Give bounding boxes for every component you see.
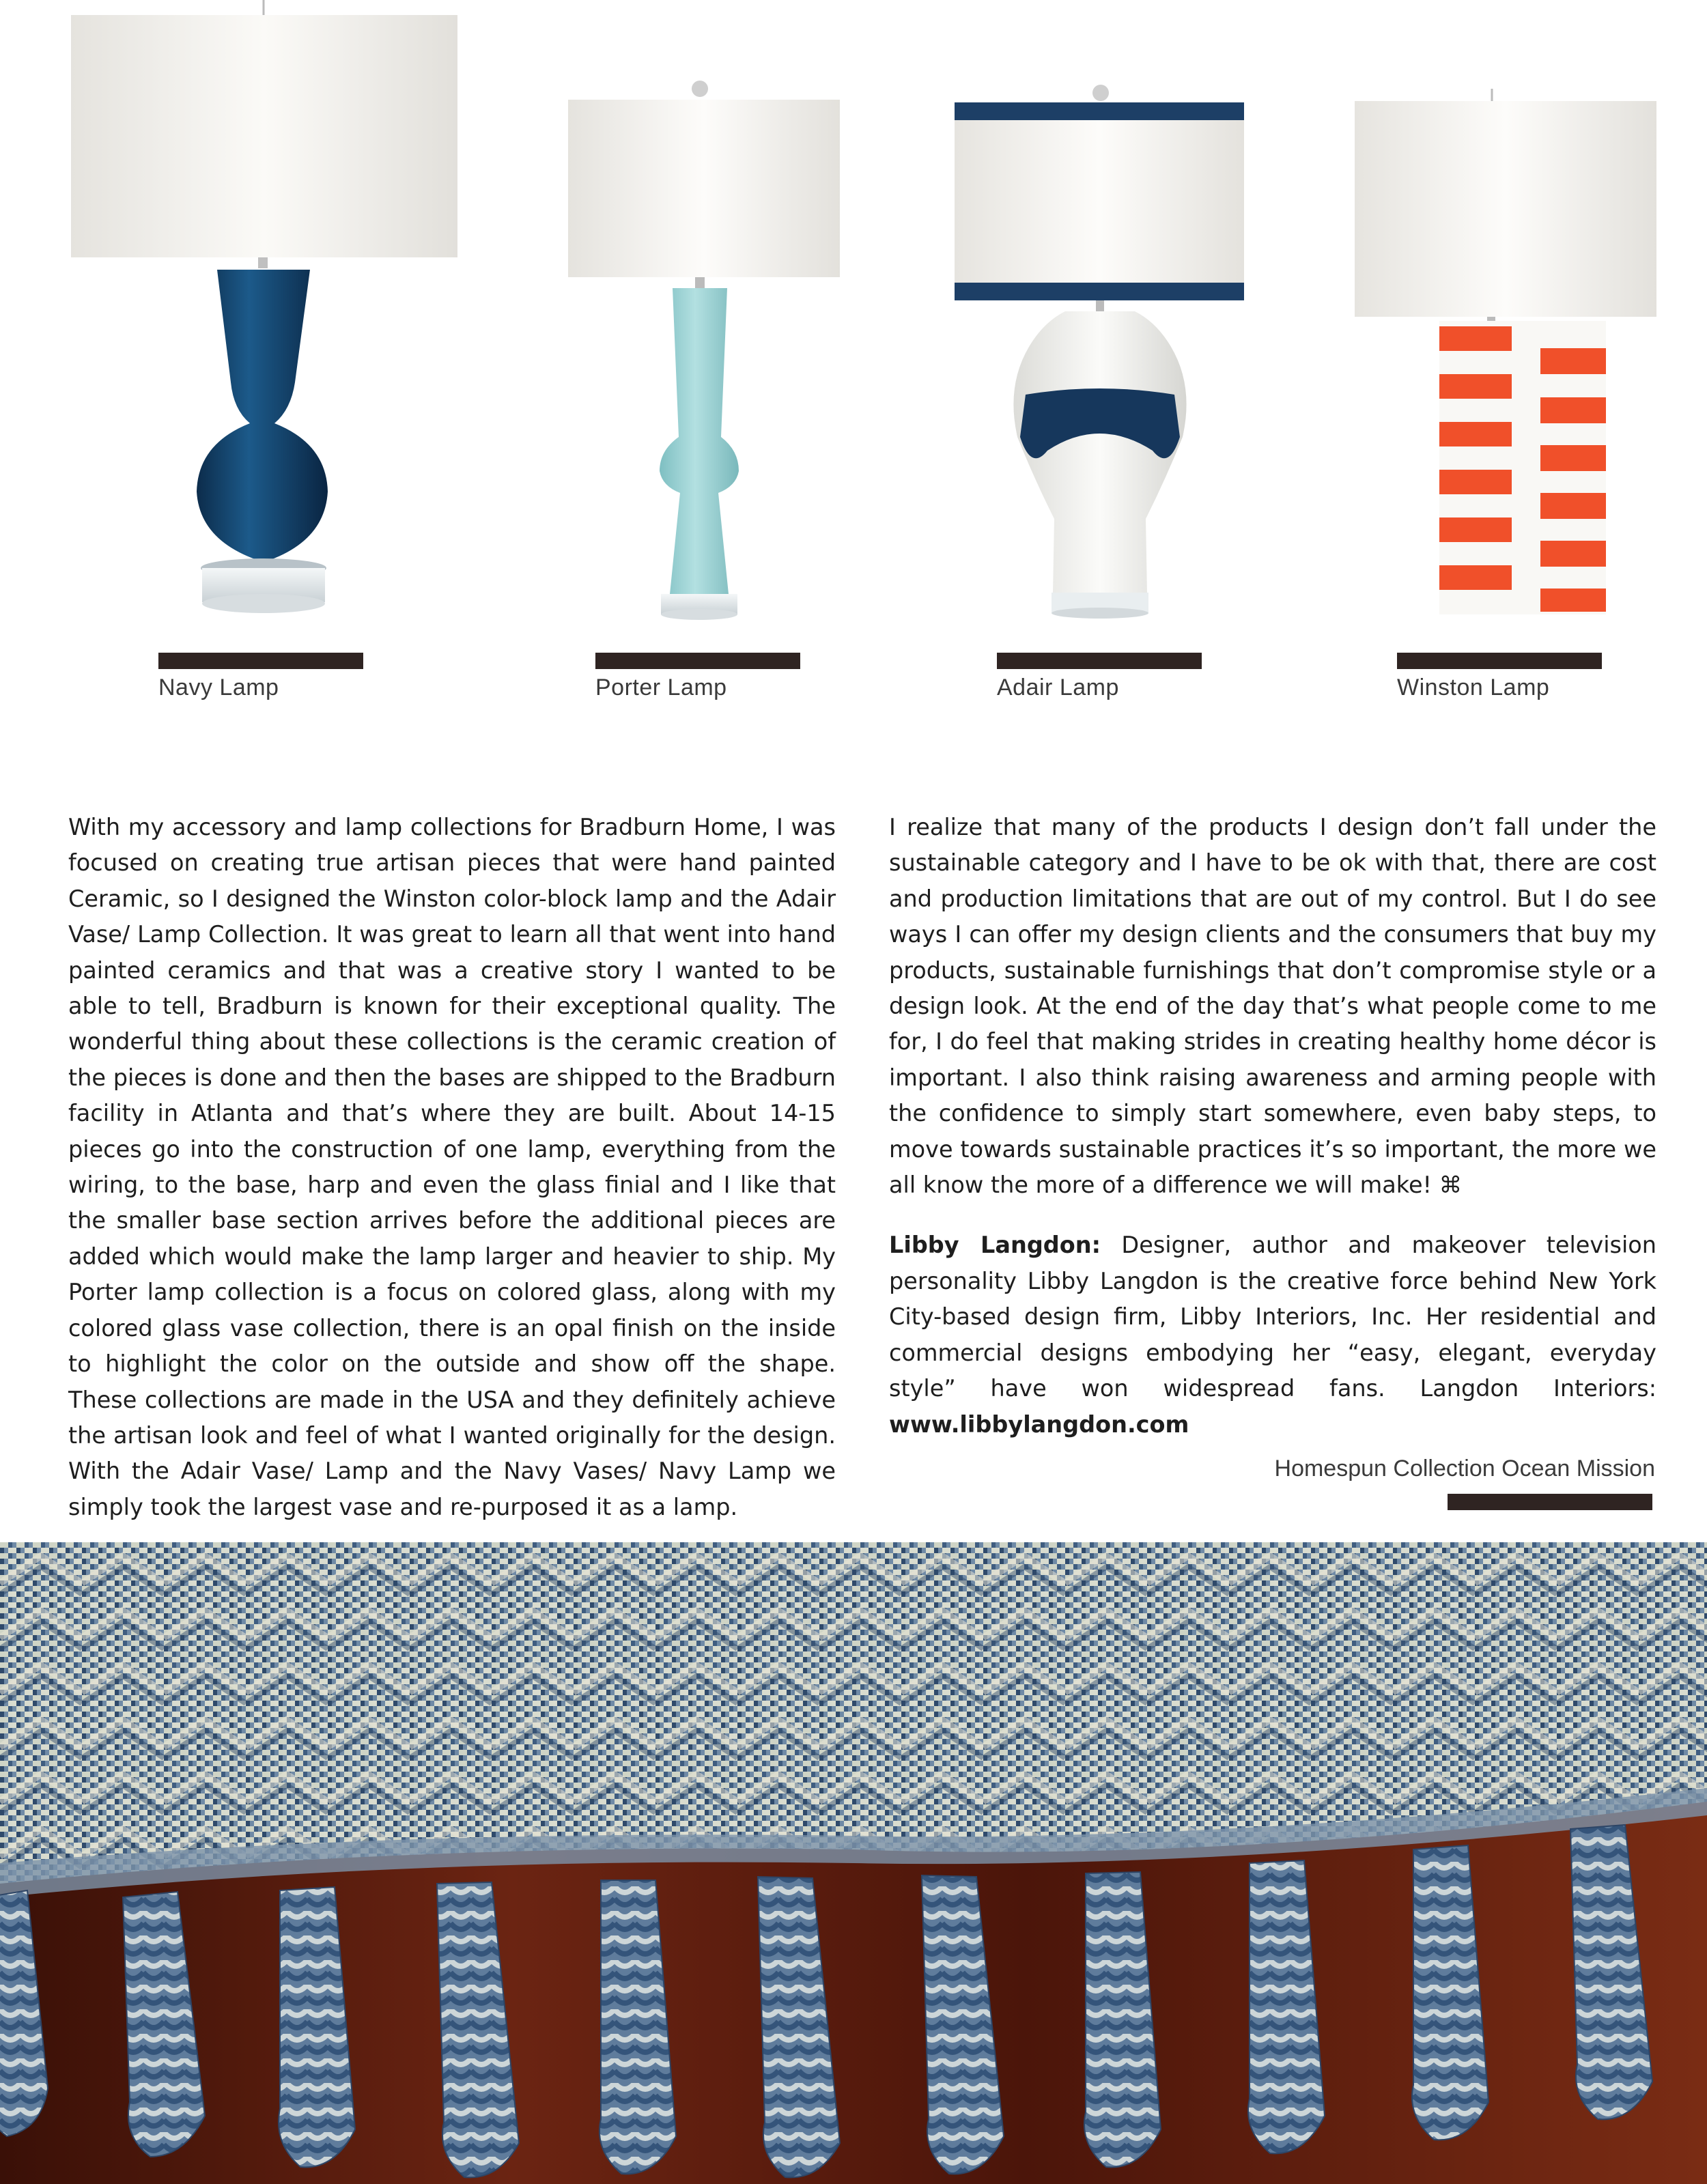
rug-caption: Homespun Collection Ocean Mission <box>1274 1456 1655 1481</box>
author-website-link[interactable]: www.libbylangdon.com <box>889 1410 1189 1438</box>
adair-lamp-caption: Adair Lamp <box>997 675 1119 700</box>
article-right-column <box>889 810 1656 1467</box>
adair-lamp-image <box>949 0 1250 628</box>
porter-lamp-caption: Porter Lamp <box>595 675 727 700</box>
article-right-paragraph: I realize that many of the products I design don’t fall under the sustainable category and I have to be ok with that, there are cost and production limitations that are out of my control. But I do see ways I can offer my design clients and the consumers that buy my products, sustainable furnishings that don’t compromise style or a design look. At the end of the day that’s what people come to me for, I do feel that making strides in creating healthy home décor is important. I also think raising awareness and arming people with the confidence to simply start somewhere, even baby steps, to move towards sustainable practices it’s so important, the more we all know the more of a difference we will make! ⌘ <box>889 814 1656 1199</box>
author-bio-name: Libby Langdon: <box>889 1232 1101 1259</box>
author-bio-text: Designer, author and makeover television personality Libby Langdon is the creative force behind New York City-based design firm, Libby Interiors, Inc. Her residential and commercial designs embodying her “easy, elegant, everyday style” have won widespread fans. Langdon Interiors: <box>889 1232 1657 1402</box>
winston-lamp-image <box>1352 0 1659 628</box>
rug-caption-bar <box>1448 1494 1652 1510</box>
article-left-column <box>68 810 836 1550</box>
navy-lamp-caption: Navy Lamp <box>158 675 279 700</box>
winston-lamp-caption: Winston Lamp <box>1397 675 1550 700</box>
winston-lamp-caption-bar <box>1397 653 1602 669</box>
article-left-paragraph: With my accessory and lamp collections for Bradburn Home, I was focused on creating true artisan pieces that were hand painted Ceramic, so I designed the Winston color-block lamp and the Adair Vase/ Lamp Collection. It was great to learn all that went into hand painted ceramics and that was a creative story I wanted to be able to tell, Bradburn is known for their exceptional quality. The wonderful thing about these collections is the ceramic creation of the pieces is done and then the bases are shipped to the Bradburn facility in Atlanta and that’s where they are built. About 14-15 pieces go into the construction of one lamp, everything from the wiring, to the base, harp and even the glass finial and I like that the smaller base section arrives before the additional pieces are added which would make the lamp larger and heavier to ship. My Porter lamp collection is a focus on colored glass, along with my colored glass vase collection, there is an opal finish on the inside to highlight the color on the outside and show off the shape. These collections are made in the USA and they definitely achieve the artisan look and feel of what I wanted originally for the design. With the Adair Vase/ Lamp and the Navy Vases/ Navy Lamp we simply took the largest vase and re-purposed it as a lamp. <box>68 814 836 1520</box>
navy-lamp-image <box>66 0 462 635</box>
rug-photo <box>0 1542 1707 2184</box>
porter-lamp-image <box>560 0 847 628</box>
adair-lamp-caption-bar <box>997 653 1202 669</box>
porter-lamp-caption-bar <box>595 653 800 669</box>
rug-illustration <box>0 1542 1707 2184</box>
navy-lamp-caption-bar <box>158 653 363 669</box>
author-bio <box>889 1228 1656 1442</box>
